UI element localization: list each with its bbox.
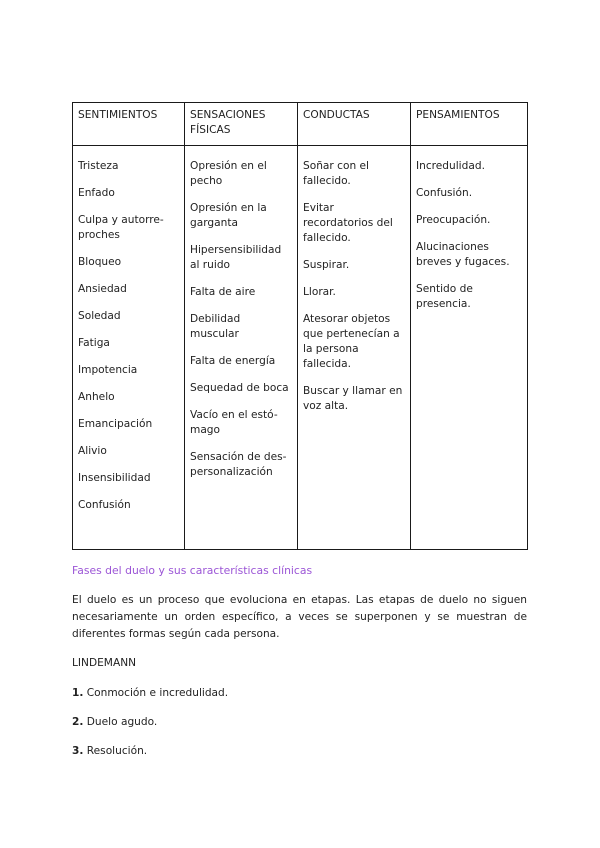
phase-item [72, 716, 157, 728]
phase-number: 2. [72, 716, 84, 728]
table-cell-item: Debilidad muscular [190, 313, 241, 340]
table-body-row [73, 146, 528, 550]
column-pensamientos [411, 146, 528, 550]
table-cell-item: Enfado [78, 187, 115, 199]
table-cell-item: Anhelo [78, 391, 115, 403]
table-cell-item: Atesorar objetos que pertenecían a la persona fallecida. [303, 313, 400, 370]
table-cell-item: Culpa y autorre-proches [78, 214, 164, 241]
intro-paragraph: El duelo es un proceso que evoluciona en etapas. Las etapas de duelo no siguen necesariamente un orden específico, a veces se superponen y se muestran de diferentes formas según cada persona. [72, 594, 527, 640]
table-cell-item: Vacío en el estó-mago [190, 409, 278, 436]
table-cell-item: Llorar. [303, 286, 336, 298]
table-cell-item: Hipersensibilidad al ruido [190, 244, 282, 271]
header-pensamientos: PENSAMIENTOS [411, 103, 528, 146]
table-cell-item: Opresión en la garganta [190, 202, 267, 229]
table-cell-item: Alivio [78, 445, 107, 457]
table-cell-item: Suspirar. [303, 259, 350, 271]
header-sensaciones-fisicas: SENSACIONES FÍSICAS [185, 103, 298, 146]
phase-number: 3. [72, 745, 84, 757]
table-cell-item: Fatiga [78, 337, 110, 349]
table-cell-item: Falta de aire [190, 286, 256, 298]
table-cell-item: Evitar recordatorios del fallecido. [303, 202, 393, 244]
table-cell-item: Confusión [78, 499, 131, 511]
phase-text: Conmoción e incredulidad. [83, 687, 229, 699]
phase-text: Duelo agudo. [83, 716, 158, 728]
table-cell-item: Soñar con el fallecido. [303, 160, 369, 187]
table-cell-item: Confusión. [416, 187, 473, 199]
table-cell-item: Emancipación [78, 418, 153, 430]
table-cell-item: Sensación de des-personalización [190, 451, 287, 478]
table-cell-item: Ansiedad [78, 283, 127, 295]
header-sentimientos: SENTIMIENTOS [73, 103, 185, 146]
table-cell-item: Sentido de presencia. [416, 283, 473, 310]
table-cell-item: Opresión en el pecho [190, 160, 267, 187]
table-cell-item: Buscar y llamar en voz alta. [303, 385, 403, 412]
table-cell-item: Soledad [78, 310, 121, 322]
section-title: Fases del duelo y sus características clínicas [72, 564, 313, 577]
grief-symptoms-table [72, 102, 528, 550]
table-cell-item: Sequedad de boca [190, 382, 289, 394]
table-cell-item: Impotencia [78, 364, 138, 376]
table-cell-item: Bloqueo [78, 256, 122, 268]
phase-text: Resolución. [83, 745, 148, 757]
phase-number: 1. [72, 687, 84, 699]
header-conductas: CONDUCTAS [298, 103, 411, 146]
column-sentimientos [73, 146, 185, 550]
author-label: LINDEMANN [72, 657, 137, 669]
table-cell-item: Incredulidad. [416, 160, 485, 172]
table-cell-item: Falta de energía [190, 355, 276, 367]
column-sensaciones-fisicas [185, 146, 298, 550]
column-conductas [298, 146, 411, 550]
phase-item [72, 687, 228, 699]
table-header-row [73, 103, 528, 146]
phase-item [72, 745, 147, 757]
table-cell-item: Insensibilidad [78, 472, 151, 484]
table-cell-item: Alucinaciones breves y fugaces. [416, 241, 510, 268]
table-cell-item: Preocupación. [416, 214, 491, 226]
table-cell-item: Tristeza [78, 160, 119, 172]
